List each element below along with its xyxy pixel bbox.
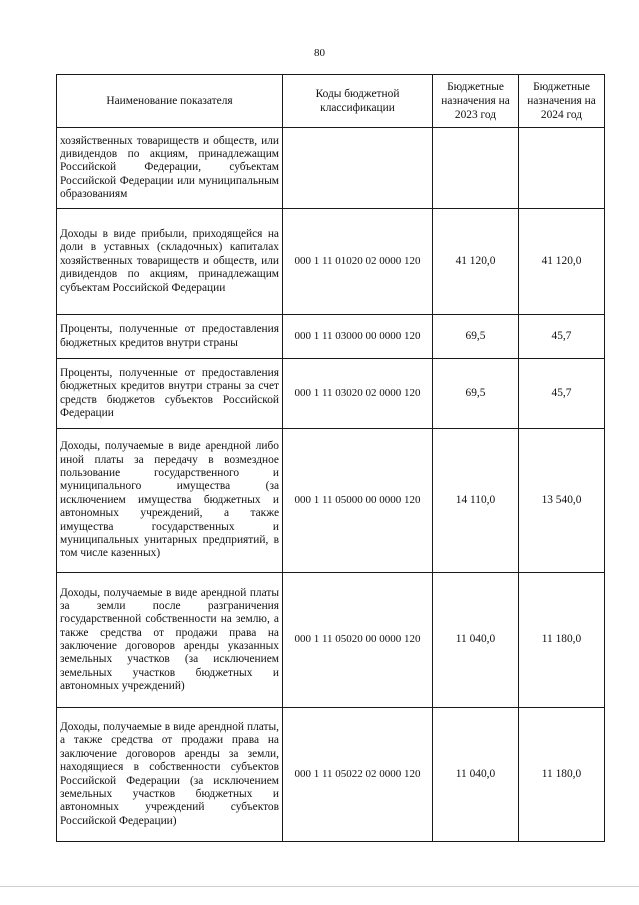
row-value-2024 [519,128,605,209]
row-indicator-name [57,573,283,708]
row-indicator-name [57,359,283,429]
row-budget-code: 000 1 11 03000 00 0000 120 [283,315,433,359]
row-budget-code: 000 1 11 01020 02 0000 120 [283,209,433,315]
header-allocation-2024: Бюджетные назначения на 2024 год [519,75,605,128]
row-budget-code: 000 1 11 05022 02 0000 120 [283,708,433,842]
row-indicator-name [57,708,283,842]
row-value-2023: 11 040,0 [433,573,519,708]
table-row [57,128,605,209]
table-row [57,573,605,708]
table-row [57,315,605,359]
row-budget-code: 000 1 11 05020 00 0000 120 [283,573,433,708]
row-name-text: Проценты, полученные от предоставления бюджетных кредитов внутри страны за счет средств бюджетов субъектов Российской Федерации [60,366,279,419]
row-value-2023: 69,5 [433,315,519,359]
row-name-text: Проценты, полученные от предоставления бюджетных кредитов внутри страны [60,323,279,349]
header-budget-code: Коды бюджетной классификации [283,75,433,128]
table-header-row [57,75,605,128]
row-value-2023: 11 040,0 [433,708,519,842]
row-name-text: Доходы, получаемые в виде арендной либо иной платы за передачу в возмездное пользование государственного и муниципального имущества (за исключением имущества бюджетных и автономных учреждений, а также имущества государственных и муниципальных унитарных предприятий, в том числе казенных) [60,440,279,560]
row-indicator-name [57,128,283,209]
row-value-2023: 69,5 [433,359,519,429]
table-row [57,429,605,573]
page-bottom-divider [0,886,639,887]
row-value-2023 [433,128,519,209]
budget-table [56,74,605,842]
table-row [57,209,605,315]
row-budget-code [283,128,433,209]
row-value-2023: 14 110,0 [433,429,519,573]
row-name-text: хозяйственных товариществ и обществ, или дивидендов по акциям, принадлежащим Российской Федерации, субъектам Российской Федерации или муниципальным образованиям [60,134,279,201]
row-indicator-name [57,429,283,573]
row-indicator-name [57,209,283,315]
row-name-text: Доходы в виде прибыли, приходящейся на доли в уставных (складочных) капиталах хозяйственных товариществ и обществ, или дивидендов по акциям, принадлежащим субъектам Российской Федерации [60,228,279,294]
header-allocation-2023: Бюджетные назначения на 2023 год [433,75,519,128]
row-value-2023: 41 120,0 [433,209,519,315]
row-value-2024: 45,7 [519,315,605,359]
row-budget-code: 000 1 11 05000 00 0000 120 [283,429,433,573]
table-row [57,359,605,429]
row-value-2024: 41 120,0 [519,209,605,315]
row-name-text: Доходы, получаемые в виде арендной платы за земли после разграничения государственной собственности на землю, а также средства от продажи права на заключение договоров аренды указанных земельных участков (за исключением земельных участков бюджетных и автономных учреждений) [60,586,279,693]
row-value-2024: 11 180,0 [519,708,605,842]
row-indicator-name [57,315,283,359]
row-name-text: Доходы, получаемые в виде арендной платы, а также средства от продажи права на заключение договоров аренды за земли, находящиеся в собственности субъектов Российской Федерации (за исключением земельных участков бюджетных и автономных учреждений субъектов Российской Федерации) [60,721,279,827]
table-row [57,708,605,842]
row-value-2024: 45,7 [519,359,605,429]
row-budget-code: 000 1 11 03020 02 0000 120 [283,359,433,429]
row-value-2024: 11 180,0 [519,573,605,708]
row-value-2024: 13 540,0 [519,429,605,573]
page-number: 80 [314,47,325,59]
header-indicator-name: Наименование показателя [57,75,283,128]
